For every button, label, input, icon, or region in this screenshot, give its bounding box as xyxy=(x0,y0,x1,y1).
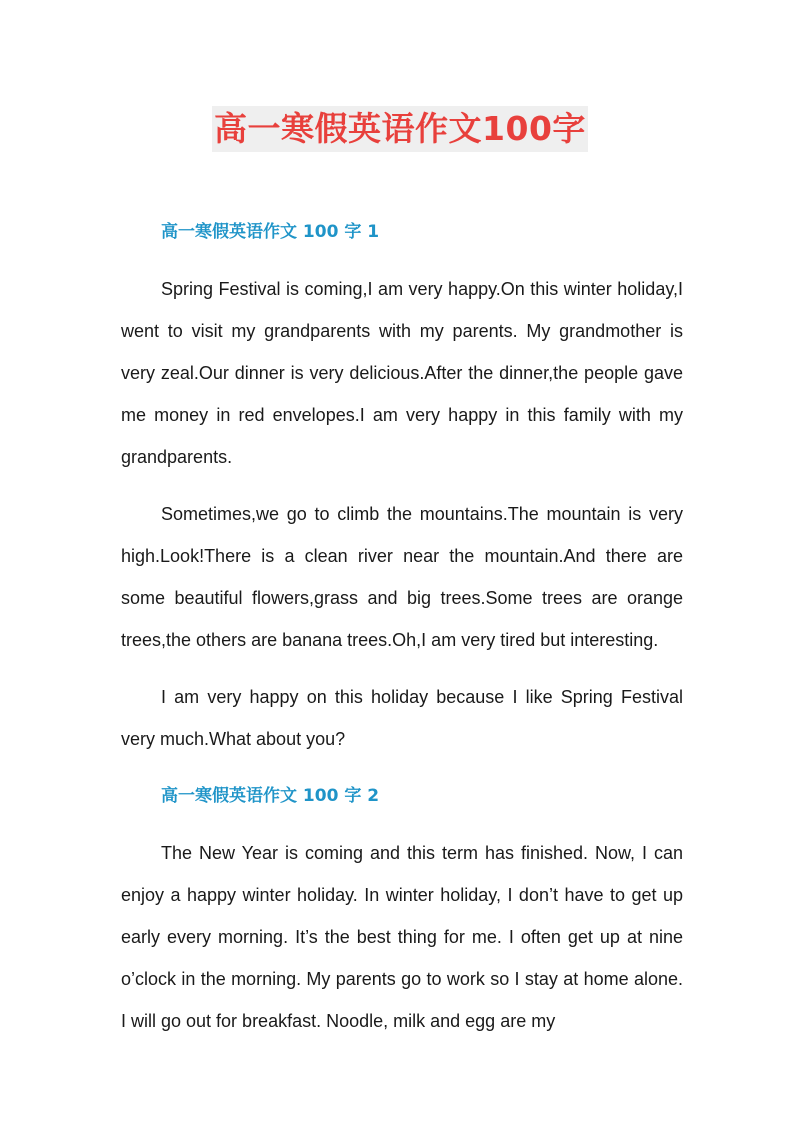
paragraph-1-1: Spring Festival is coming,I am very happy.On this winter holiday,I went to visit my grandparents with my parents. My grandmother is very zeal.Our dinner is very delicious.After the dinner,the people gave me money in red envelopes.I am very happy in this family with my grandparents. xyxy=(121,279,683,467)
page-title: 高一寒假英语作文100字 xyxy=(212,106,588,152)
paragraph-1-3: I am very happy on this holiday because I like Spring Festival very much.What about you? xyxy=(121,687,683,749)
section-heading-1: 高一寒假英语作文 100 字 1 xyxy=(161,222,380,242)
paragraph-1-2: Sometimes,we go to climb the mountains.The mountain is very high.Look!There is a clean river near the mountain.And there are some beautiful flowers,grass and big trees.Some trees are orange trees,the others are banana trees.Oh,I am very tired but interesting. xyxy=(121,504,683,650)
section-heading-2: 高一寒假英语作文 100 字 2 xyxy=(161,786,380,806)
document-body xyxy=(121,211,683,1042)
paragraph-2-1: The New Year is coming and this term has finished. Now, I can enjoy a happy winter holiday. In winter holiday, I don’t have to get up early every morning. It’s the best thing for me. I often get up at nine o’clock in the morning. My parents go to work so I stay at home alone. I will go out for breakfast. Noodle, milk and egg are my xyxy=(121,843,683,1031)
title-wrapper xyxy=(0,106,800,152)
